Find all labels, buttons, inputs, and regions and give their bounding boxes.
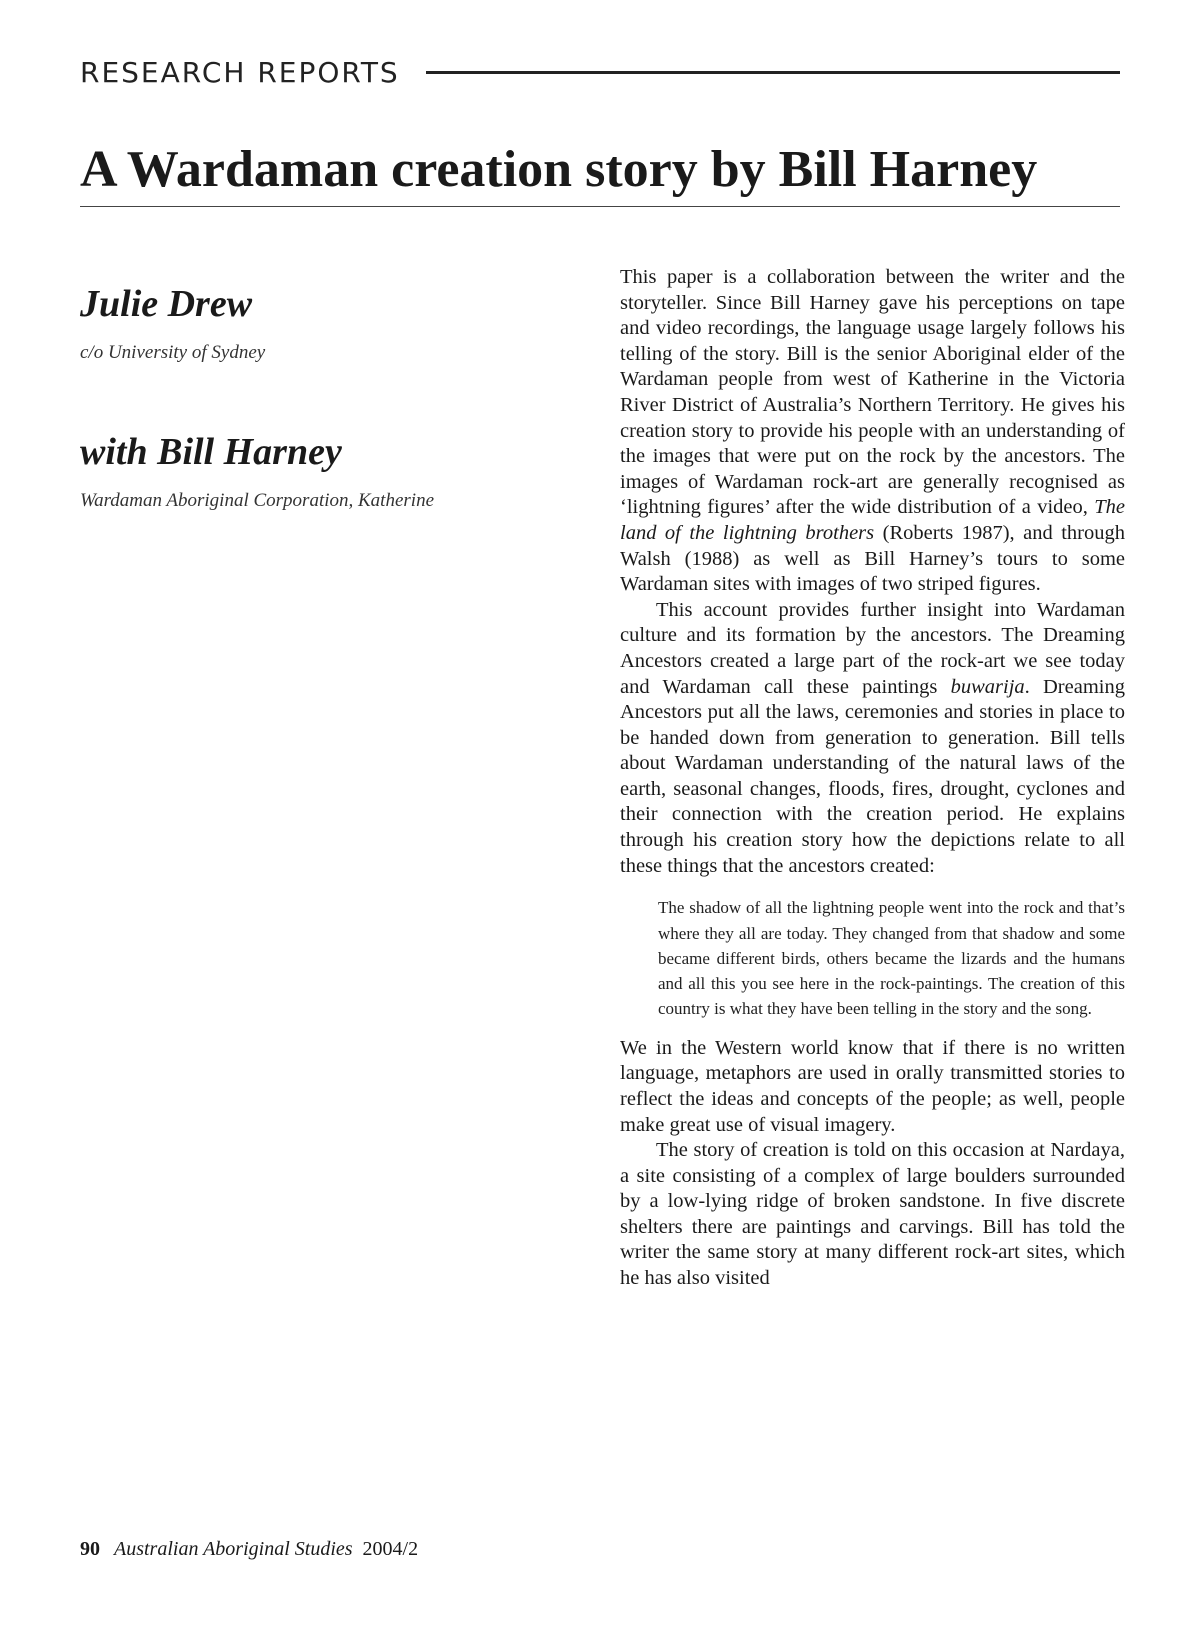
- paragraph-text: (Roberts 1987), and through Walsh (1988) as well as Bill Harney’s tours to some Wardaman sites with images of two striped figures.: [620, 521, 1126, 596]
- video-title: The land of the lightning brothers: [620, 496, 1125, 544]
- page-footer: [80, 1538, 418, 1561]
- page-number: 90: [80, 1538, 100, 1560]
- section-label: RESEARCH REPORTS: [80, 55, 400, 89]
- section-rule: [426, 71, 1120, 74]
- body-paragraph: The story of creation is told on this occasion at Nardaya, a site consisting of a complex of large boulders surrounded by a low-lying ridge of broken sandstone. In five discrete shelters there are paintings and carvings. Bill has told the writer the same story at many different rock-art sites, which he has also visited: [620, 1139, 1125, 1290]
- block-quote: The shadow of all the lightning people went into the rock and that’s where they all are today. They changed from that shadow and some became different birds, others became the lizards and the humans and all this you see here in the rock-paintings. The creation of this country is what they have been telling in the story and the song.: [658, 898, 1125, 1019]
- paragraph-text: This account provides further insight into Wardaman culture and its formation by the ancestors. The Dreaming Ancestors created a large part of the rock-art we see today and Wardaman call these paintings: [620, 598, 1125, 698]
- author-block-secondary: [80, 430, 560, 512]
- journal-name: Australian Aboriginal Studies: [114, 1538, 353, 1560]
- co-author-name: with Bill Harney: [80, 431, 342, 473]
- author-name: Julie Drew: [80, 283, 253, 325]
- author-block-primary: [80, 282, 560, 364]
- paragraph-text: This paper is a collaboration between the writer and the storyteller. Since Bill Harney gave his perceptions on tape and video recordings, the language usage largely follows his telling of the story. Bill is the senior Aboriginal elder of the Wardaman people from west of Katherine in the Victoria River District of Australia’s Northern Territory. He gives his creation story to provide his people with an understanding of the images that were put on the rock by the ancestors. The images of Wardaman rock-art are generally recognised as ‘lightning figures’ after the wide distribution of a video,: [620, 266, 1125, 519]
- co-author-affiliation: Wardaman Aboriginal Corporation, Katherine: [80, 490, 434, 511]
- body-paragraph: We in the Western world know that if there is no written language, metaphors are used in orally transmitted stories to reflect the ideas and concepts of the people; as well, people make great use of visual imagery.: [620, 1036, 1125, 1136]
- body-column: [620, 265, 1125, 1292]
- author-affiliation: c/o University of Sydney: [80, 342, 266, 363]
- section-header: [80, 52, 1120, 92]
- paragraph-text: . Dreaming Ancestors put all the laws, ceremonies and stories in place to be handed down from generation to generation. Bill tells about Wardaman understanding of the natural laws of the earth, seasonal changes, floods, fires, drought, cyclones and their connection with the creation period. He explains through his creation story how the depictions relate to all these things that the ancestors created:: [620, 675, 1125, 877]
- wardaman-term: buwarija: [950, 675, 1025, 698]
- body-paragraph: [620, 265, 1125, 598]
- body-paragraph: [620, 598, 1125, 880]
- journal-issue: 2004/2: [362, 1538, 419, 1560]
- title-rule: [80, 206, 1120, 207]
- article-title: A Wardaman creation story by Bill Harney: [80, 141, 1038, 198]
